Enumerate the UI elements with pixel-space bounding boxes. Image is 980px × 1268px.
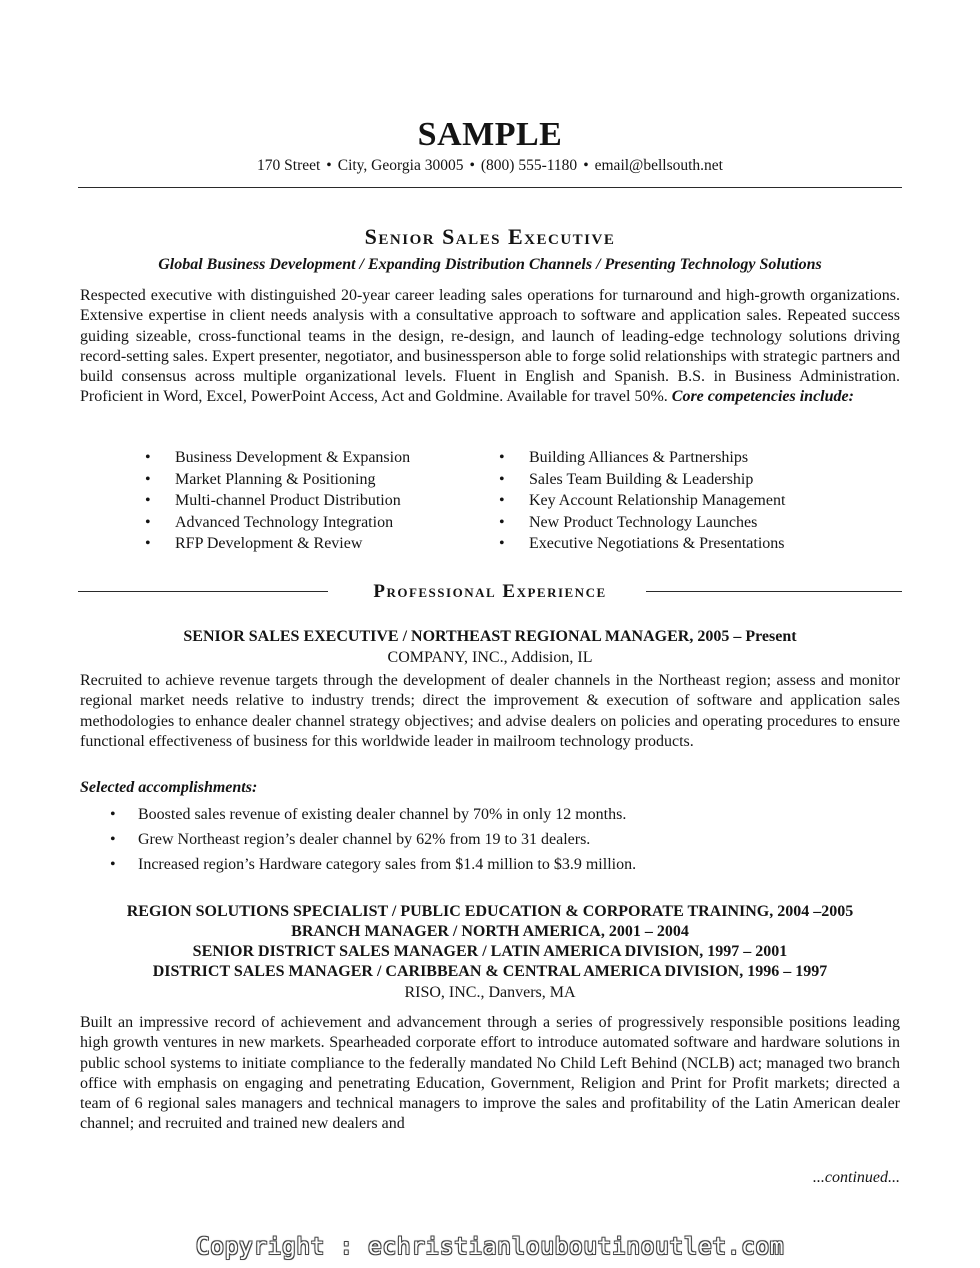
contact-city: City, Georgia 30005 <box>337 157 464 174</box>
accomplishment-item: • Boosted sales revenue of existing dealer channel by 70% in only 12 months. <box>110 802 890 827</box>
experience-section-title: Professional Experience <box>373 581 607 602</box>
job1-title: SENIOR SALES EXECUTIVE / NORTHEAST REGIONAL MANAGER, 2005 – Present <box>183 628 797 645</box>
contact-separator: • <box>469 157 475 174</box>
job2-description: Built an impressive record of achievement and advancement through a series of progressively responsible positions leading high growth ventures in new markets. Spearheaded corporate effort to introduce automated software and hardware solutions in public school systems to initiate compliance to the federally mandated No Child Left Behind (NCLB) act; managed two branch office with emphasis on engaging and penetrating Education, Government, Religion and Print for Profit markets; directed a team of 6 regional sales managers and technical managers to improve the sales and profitability of the Latin American dealer channel; and recruited and trained new dealers and <box>80 1014 900 1133</box>
job2-title: REGION SOLUTIONS SPECIALIST / PUBLIC EDUCATION & CORPORATE TRAINING, 2004 –2005 <box>126 903 854 920</box>
competency-item: • Advanced Technology Integration <box>145 512 475 534</box>
competencies-left-list <box>145 447 475 555</box>
competency-item: • Sales Team Building & Leadership <box>499 469 879 491</box>
copyright-watermark: Copyright : echristianlouboutinoutlet.com <box>195 1234 785 1260</box>
continued-note: ...continued... <box>812 1169 900 1186</box>
competencies-right-list <box>499 447 879 555</box>
competency-item: • RFP Development & Review <box>145 533 475 555</box>
competency-item: • New Product Technology Launches <box>499 512 879 534</box>
contact-separator: • <box>326 157 332 174</box>
competency-item: • Business Development & Expansion <box>145 447 475 469</box>
headline-tagline: Global Business Development / Expanding Distribution Channels / Presenting Technology Solutions <box>158 256 822 273</box>
experience-section-header <box>78 578 902 606</box>
contact-phone: (800) 555-1180 <box>480 157 578 174</box>
job2-title: SENIOR DISTRICT SALES MANAGER / LATIN AMERICA DIVISION, 1997 – 2001 <box>192 943 788 960</box>
accomplishments-label: Selected accomplishments: <box>80 779 258 796</box>
job2-title: BRANCH MANAGER / NORTH AMERICA, 2001 – 2004 <box>291 923 689 940</box>
competency-item: • Multi-channel Product Distribution <box>145 490 475 512</box>
job2-title: DISTRICT SALES MANAGER / CARIBBEAN & CENTRAL AMERICA DIVISION, 1996 – 1997 <box>152 963 828 980</box>
contact-line <box>0 156 980 176</box>
competency-item: • Market Planning & Positioning <box>145 469 475 491</box>
competency-item: • Executive Negotiations & Presentations <box>499 533 879 555</box>
accomplishment-item: • Increased region’s Hardware category sales from $1.4 million to $3.9 million. <box>110 852 890 877</box>
contact-separator: • <box>583 157 589 174</box>
competency-item: • Key Account Relationship Management <box>499 490 879 512</box>
job1-company: COMPANY, INC., Addision, IL <box>387 649 593 666</box>
accomplishments-list <box>110 802 890 877</box>
accomplishment-item: • Grew Northeast region’s dealer channel by 62% from 19 to 31 dealers. <box>110 827 890 852</box>
headline-title: Senior Sales Executive <box>364 224 616 249</box>
job1-description: Recruited to achieve revenue targets through the development of dealer channels in the Northeast region; assess and monitor regional market needs relative to industry trends; direct the improvement & execution of software and application sales methodologies to enhance dealer channel strategy objectives; and advise dealers on policies and operating procedures to ensure functional effectiveness of business for this worldwide leader in mailroom technology products. <box>80 672 900 750</box>
resume-name: SAMPLE <box>417 116 563 153</box>
section-rule-right <box>646 591 902 592</box>
contact-address: 170 Street <box>257 157 321 174</box>
competency-item: • Building Alliances & Partnerships <box>499 447 879 469</box>
header-divider <box>78 187 902 188</box>
contact-email: email@bellsouth.net <box>594 157 723 174</box>
summary-paragraph <box>80 286 900 408</box>
job2-company: RISO, INC., Danvers, MA <box>404 984 576 1001</box>
core-competencies-label: Core competencies include: <box>671 388 854 406</box>
summary-text: Respected executive with distinguished 20-year career leading sales operations for turnaround and high-growth organizations. Extensive expertise in client needs analysis with a consultative approach to software and application sales. Repeated success guiding sizeable, cross-functional teams in the design, re-design, and launch of leading-edge technology solutions driving record-setting sales. Expert presenter, negotiator, and businessperson able to forge solid relationships with strategic partners and build consensus across multiple organizational levels. Fluent in English and Spanish. B.S. in Business Administration. Proficient in Word, Excel, PowerPoint Access, Act and Goldmine. Available for travel 50%. <box>80 287 900 406</box>
